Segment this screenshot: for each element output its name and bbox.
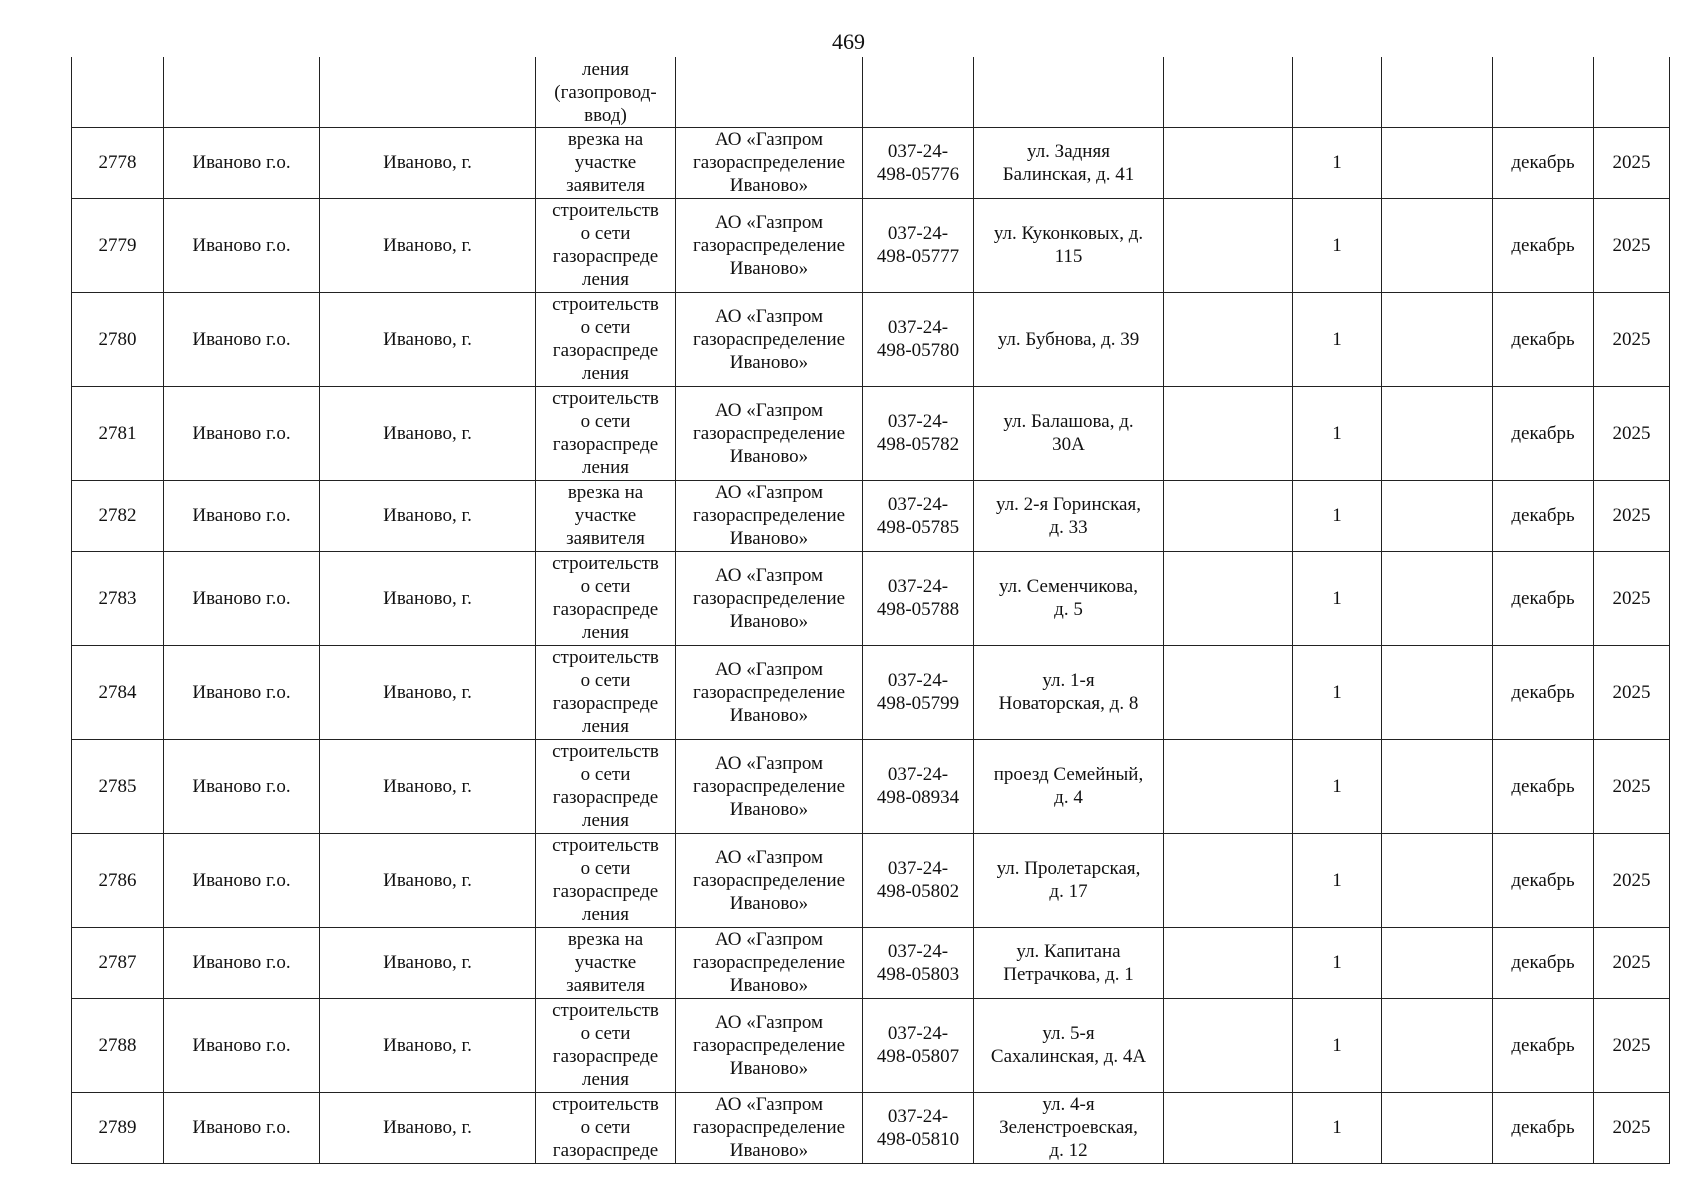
cell-empty-2 [1382,386,1493,480]
cell-organization: АО «Газпром газораспределение Иваново» [676,833,863,927]
cell-work-type: строительств о сети газораспреде ления [536,998,676,1092]
cell-work-type: строительств о сети газораспреде ления [536,292,676,386]
cell-year: 2025 [1594,739,1670,833]
cell-quantity: 1 [1293,292,1382,386]
cell-address: ул. 5-я Сахалинская, д. 4А [974,998,1164,1092]
cell-work-type: строительств о сети газораспреде [536,1092,676,1163]
cell-district: Иваново г.о. [164,386,320,480]
cell-address: ул. Задняя Балинская, д. 41 [974,127,1164,198]
cell-organization: АО «Газпром газораспределение Иваново» [676,386,863,480]
cell-district: Иваново г.о. [164,1092,320,1163]
cell-organization: АО «Газпром газораспределение Иваново» [676,292,863,386]
cell-year: 2025 [1594,1092,1670,1163]
table-row [72,833,1670,927]
cell-locality: Иваново, г. [320,551,536,645]
cell-num: 2785 [72,739,164,833]
cell-quantity: 1 [1293,1092,1382,1163]
cell-address: ул. 2-я Горинская, д. 33 [974,480,1164,551]
cell-empty-1 [1164,198,1293,292]
cell-month: декабрь [1493,198,1594,292]
cell-quantity: 1 [1293,551,1382,645]
cell-locality: Иваново, г. [320,833,536,927]
cell-num: 2787 [72,927,164,998]
cell-work-type: строительств о сети газораспреде ления [536,645,676,739]
cell-district: Иваново г.о. [164,480,320,551]
cell-locality: Иваново, г. [320,386,536,480]
cell-month: декабрь [1493,927,1594,998]
cell-work-type: врезка на участке заявителя [536,480,676,551]
cell-month: декабрь [1493,645,1594,739]
cell-locality: Иваново, г. [320,645,536,739]
cell-empty-1 [1164,645,1293,739]
cell-year: 2025 [1594,551,1670,645]
cell-organization: АО «Газпром газораспределение Иваново» [676,645,863,739]
cell-num: 2779 [72,198,164,292]
cell-quantity [1293,57,1382,127]
cell-empty-2 [1382,551,1493,645]
cell-month [1493,57,1594,127]
cell-quantity: 1 [1293,645,1382,739]
cell-month: декабрь [1493,480,1594,551]
cell-month: декабрь [1493,292,1594,386]
cell-empty-1 [1164,833,1293,927]
cell-quantity: 1 [1293,386,1382,480]
cell-locality: Иваново, г. [320,1092,536,1163]
cell-work-type: строительств о сети газораспреде ления [536,386,676,480]
cell-locality: Иваново, г. [320,480,536,551]
page-number: 469 [832,29,865,54]
cell-quantity: 1 [1293,833,1382,927]
cell-code: 037-24- 498-05803 [863,927,974,998]
cell-num: 2789 [72,1092,164,1163]
cell-organization: АО «Газпром газораспределение Иваново» [676,927,863,998]
cell-num: 2784 [72,645,164,739]
cell-code: 037-24- 498-05802 [863,833,974,927]
cell-address: ул. Пролетарская, д. 17 [974,833,1164,927]
cell-address: ул. 1-я Новаторская, д. 8 [974,645,1164,739]
cell-organization: АО «Газпром газораспределение Иваново» [676,480,863,551]
cell-organization: АО «Газпром газораспределение Иваново» [676,551,863,645]
table-row [72,927,1670,998]
table-row [72,1092,1670,1163]
cell-empty-2 [1382,198,1493,292]
cell-year: 2025 [1594,292,1670,386]
cell-empty-1 [1164,386,1293,480]
cell-empty-2 [1382,480,1493,551]
cell-year: 2025 [1594,927,1670,998]
cell-month: декабрь [1493,1092,1594,1163]
cell-work-type: строительств о сети газораспреде ления [536,198,676,292]
table-row [72,198,1670,292]
cell-work-type: строительств о сети газораспреде ления [536,833,676,927]
cell-address [974,57,1164,127]
cell-code: 037-24- 498-05780 [863,292,974,386]
cell-num: 2778 [72,127,164,198]
cell-locality: Иваново, г. [320,127,536,198]
cell-locality [320,57,536,127]
cell-num: 2783 [72,551,164,645]
cell-empty-1 [1164,739,1293,833]
cell-month: декабрь [1493,127,1594,198]
cell-address: ул. Семенчикова, д. 5 [974,551,1164,645]
cell-num: 2782 [72,480,164,551]
table-row [72,480,1670,551]
table-row [72,127,1670,198]
cell-quantity: 1 [1293,198,1382,292]
cell-empty-2 [1382,127,1493,198]
cell-district [164,57,320,127]
cell-empty-1 [1164,127,1293,198]
cell-empty-1 [1164,480,1293,551]
cell-locality: Иваново, г. [320,292,536,386]
cell-work-type: строительств о сети газораспреде ления [536,739,676,833]
table-row [72,739,1670,833]
cell-month: декабрь [1493,833,1594,927]
cell-month: декабрь [1493,998,1594,1092]
cell-num [72,57,164,127]
cell-empty-2 [1382,292,1493,386]
cell-district: Иваново г.о. [164,739,320,833]
cell-district: Иваново г.о. [164,645,320,739]
cell-organization: АО «Газпром газораспределение Иваново» [676,198,863,292]
cell-code: 037-24- 498-05777 [863,198,974,292]
cell-address: ул. 4-я Зеленстроевская, д. 12 [974,1092,1164,1163]
cell-organization [676,57,863,127]
cell-locality: Иваново, г. [320,927,536,998]
cell-month: декабрь [1493,739,1594,833]
cell-district: Иваново г.о. [164,551,320,645]
cell-year: 2025 [1594,998,1670,1092]
cell-locality: Иваново, г. [320,198,536,292]
table-row [72,551,1670,645]
cell-code [863,57,974,127]
cell-year: 2025 [1594,833,1670,927]
cell-num: 2781 [72,386,164,480]
table-row [72,998,1670,1092]
cell-work-type: строительств о сети газораспреде ления [536,551,676,645]
cell-month: декабрь [1493,386,1594,480]
cell-empty-2 [1382,739,1493,833]
cell-district: Иваново г.о. [164,927,320,998]
cell-empty-2 [1382,645,1493,739]
cell-empty-2 [1382,57,1493,127]
cell-empty-2 [1382,833,1493,927]
cell-work-type: врезка на участке заявителя [536,927,676,998]
cell-address: ул. Бубнова, д. 39 [974,292,1164,386]
cell-address: проезд Семейный, д. 4 [974,739,1164,833]
cell-empty-1 [1164,998,1293,1092]
gas-connection-registry-table [71,57,1670,1164]
cell-address: ул. Куконковых, д. 115 [974,198,1164,292]
cell-district: Иваново г.о. [164,998,320,1092]
cell-num: 2788 [72,998,164,1092]
cell-organization: АО «Газпром газораспределение Иваново» [676,1092,863,1163]
cell-code: 037-24- 498-05782 [863,386,974,480]
cell-empty-2 [1382,1092,1493,1163]
cell-locality: Иваново, г. [320,739,536,833]
cell-year: 2025 [1594,480,1670,551]
cell-num: 2786 [72,833,164,927]
cell-district: Иваново г.о. [164,833,320,927]
cell-num: 2780 [72,292,164,386]
cell-year: 2025 [1594,386,1670,480]
cell-organization: АО «Газпром газораспределение Иваново» [676,998,863,1092]
cell-code: 037-24- 498-05785 [863,480,974,551]
cell-quantity: 1 [1293,127,1382,198]
cell-month: декабрь [1493,551,1594,645]
table-body [72,57,1670,1163]
cell-locality: Иваново, г. [320,998,536,1092]
cell-code: 037-24- 498-05788 [863,551,974,645]
cell-organization: АО «Газпром газораспределение Иваново» [676,127,863,198]
cell-district: Иваново г.о. [164,127,320,198]
cell-year: 2025 [1594,645,1670,739]
cell-district: Иваново г.о. [164,198,320,292]
table-row [72,645,1670,739]
cell-code: 037-24- 498-05776 [863,127,974,198]
cell-address: ул. Балашова, д. 30А [974,386,1164,480]
cell-empty-1 [1164,57,1293,127]
cell-year: 2025 [1594,198,1670,292]
cell-empty-1 [1164,1092,1293,1163]
cell-quantity: 1 [1293,927,1382,998]
cell-district: Иваново г.о. [164,292,320,386]
cell-organization: АО «Газпром газораспределение Иваново» [676,739,863,833]
cell-quantity: 1 [1293,739,1382,833]
cell-work-type: ления (газопровод- ввод) [536,57,676,127]
cell-code: 037-24- 498-05807 [863,998,974,1092]
cell-code: 037-24- 498-08934 [863,739,974,833]
cell-empty-2 [1382,927,1493,998]
table-row-continuation [72,57,1670,127]
cell-address: ул. Капитана Петрачкова, д. 1 [974,927,1164,998]
cell-year [1594,57,1670,127]
cell-code: 037-24- 498-05799 [863,645,974,739]
cell-work-type: врезка на участке заявителя [536,127,676,198]
cell-empty-1 [1164,551,1293,645]
cell-year: 2025 [1594,127,1670,198]
cell-empty-1 [1164,927,1293,998]
cell-empty-2 [1382,998,1493,1092]
cell-quantity: 1 [1293,998,1382,1092]
cell-quantity: 1 [1293,480,1382,551]
table-row [72,386,1670,480]
cell-empty-1 [1164,292,1293,386]
table-row [72,292,1670,386]
cell-code: 037-24- 498-05810 [863,1092,974,1163]
